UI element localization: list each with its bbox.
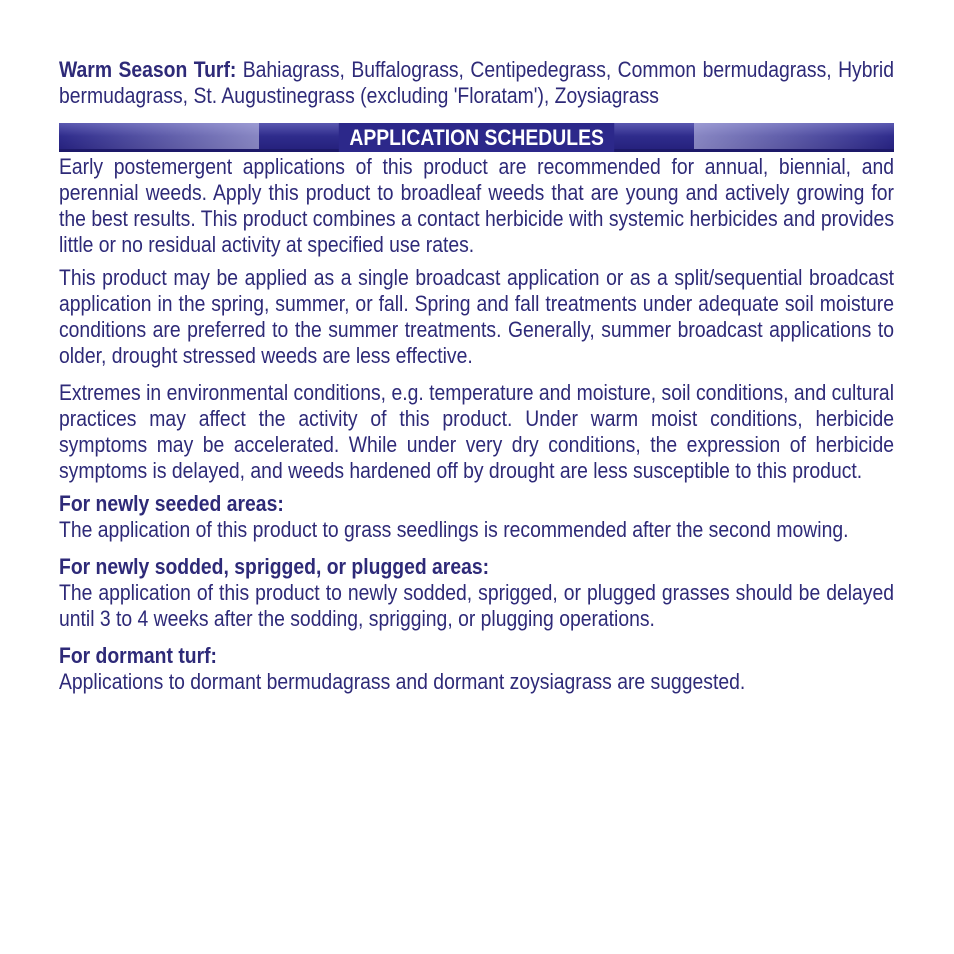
environmental-conditions-paragraph: Extremes in environmental conditions, e.g. temperature and moisture, soil conditions, and cultural practices may affect the activity of this product. Under warm moist conditions, herbicide symptoms may be accelerated. While under very dry conditions, the expression of herbicide symptoms is delayed, and weeds hardened off by drought are less susceptible to this product. xyxy=(59,380,894,483)
early-postemergent-paragraph: Early postemergent applications of this product are recommended for annual, biennial, and perennial weeds. Apply this product to broadleaf weeds that are young and actively growing for the best results. This product combines a contact herbicide with systemic herbicides and provides little or no residual activity at specified use rates. xyxy=(59,154,894,257)
newly-sodded-heading: For newly sodded, sprigged, or plugged areas: xyxy=(59,554,490,579)
warm-season-turf-label: Warm Season Turf: xyxy=(59,57,237,82)
warm-season-turf-paragraph xyxy=(59,57,894,109)
banner-right-highlight xyxy=(694,123,894,152)
banner-left-highlight xyxy=(59,123,259,152)
newly-sodded-text: The application of this product to newly sodded, sprigged, or plugged grasses should be delayed until 3 to 4 weeks after the sodding, sprigging, or plugging operations. xyxy=(59,580,894,631)
dormant-turf-text: Applications to dormant bermudagrass and dormant zoysiagrass are suggested. xyxy=(59,669,746,694)
warm-season-turf-text: Bahiagrass, Buffalograss, Centipedegrass, Common bermudagrass, Hybrid bermudagrass, St. Augustinegrass (excluding 'Floratam'), Zoysiagrass xyxy=(59,57,894,108)
newly-seeded-text: The application of this product to grass seedlings is recommended after the second mowing. xyxy=(59,517,849,542)
application-schedules-banner xyxy=(59,123,894,152)
broadcast-application-paragraph: This product may be applied as a single broadcast application or as a split/sequential broadcast application in the spring, summer, or fall. Spring and fall treatments under adequate soil moisture conditions are preferred to the summer treatments. Generally, summer broadcast applications to older, drought stressed weeds are less effective. xyxy=(59,265,894,368)
document-page xyxy=(59,57,894,695)
section-title: APPLICATION SCHEDULES xyxy=(339,123,615,152)
dormant-turf-heading: For dormant turf: xyxy=(59,643,218,668)
newly-seeded-heading: For newly seeded areas: xyxy=(59,491,284,516)
